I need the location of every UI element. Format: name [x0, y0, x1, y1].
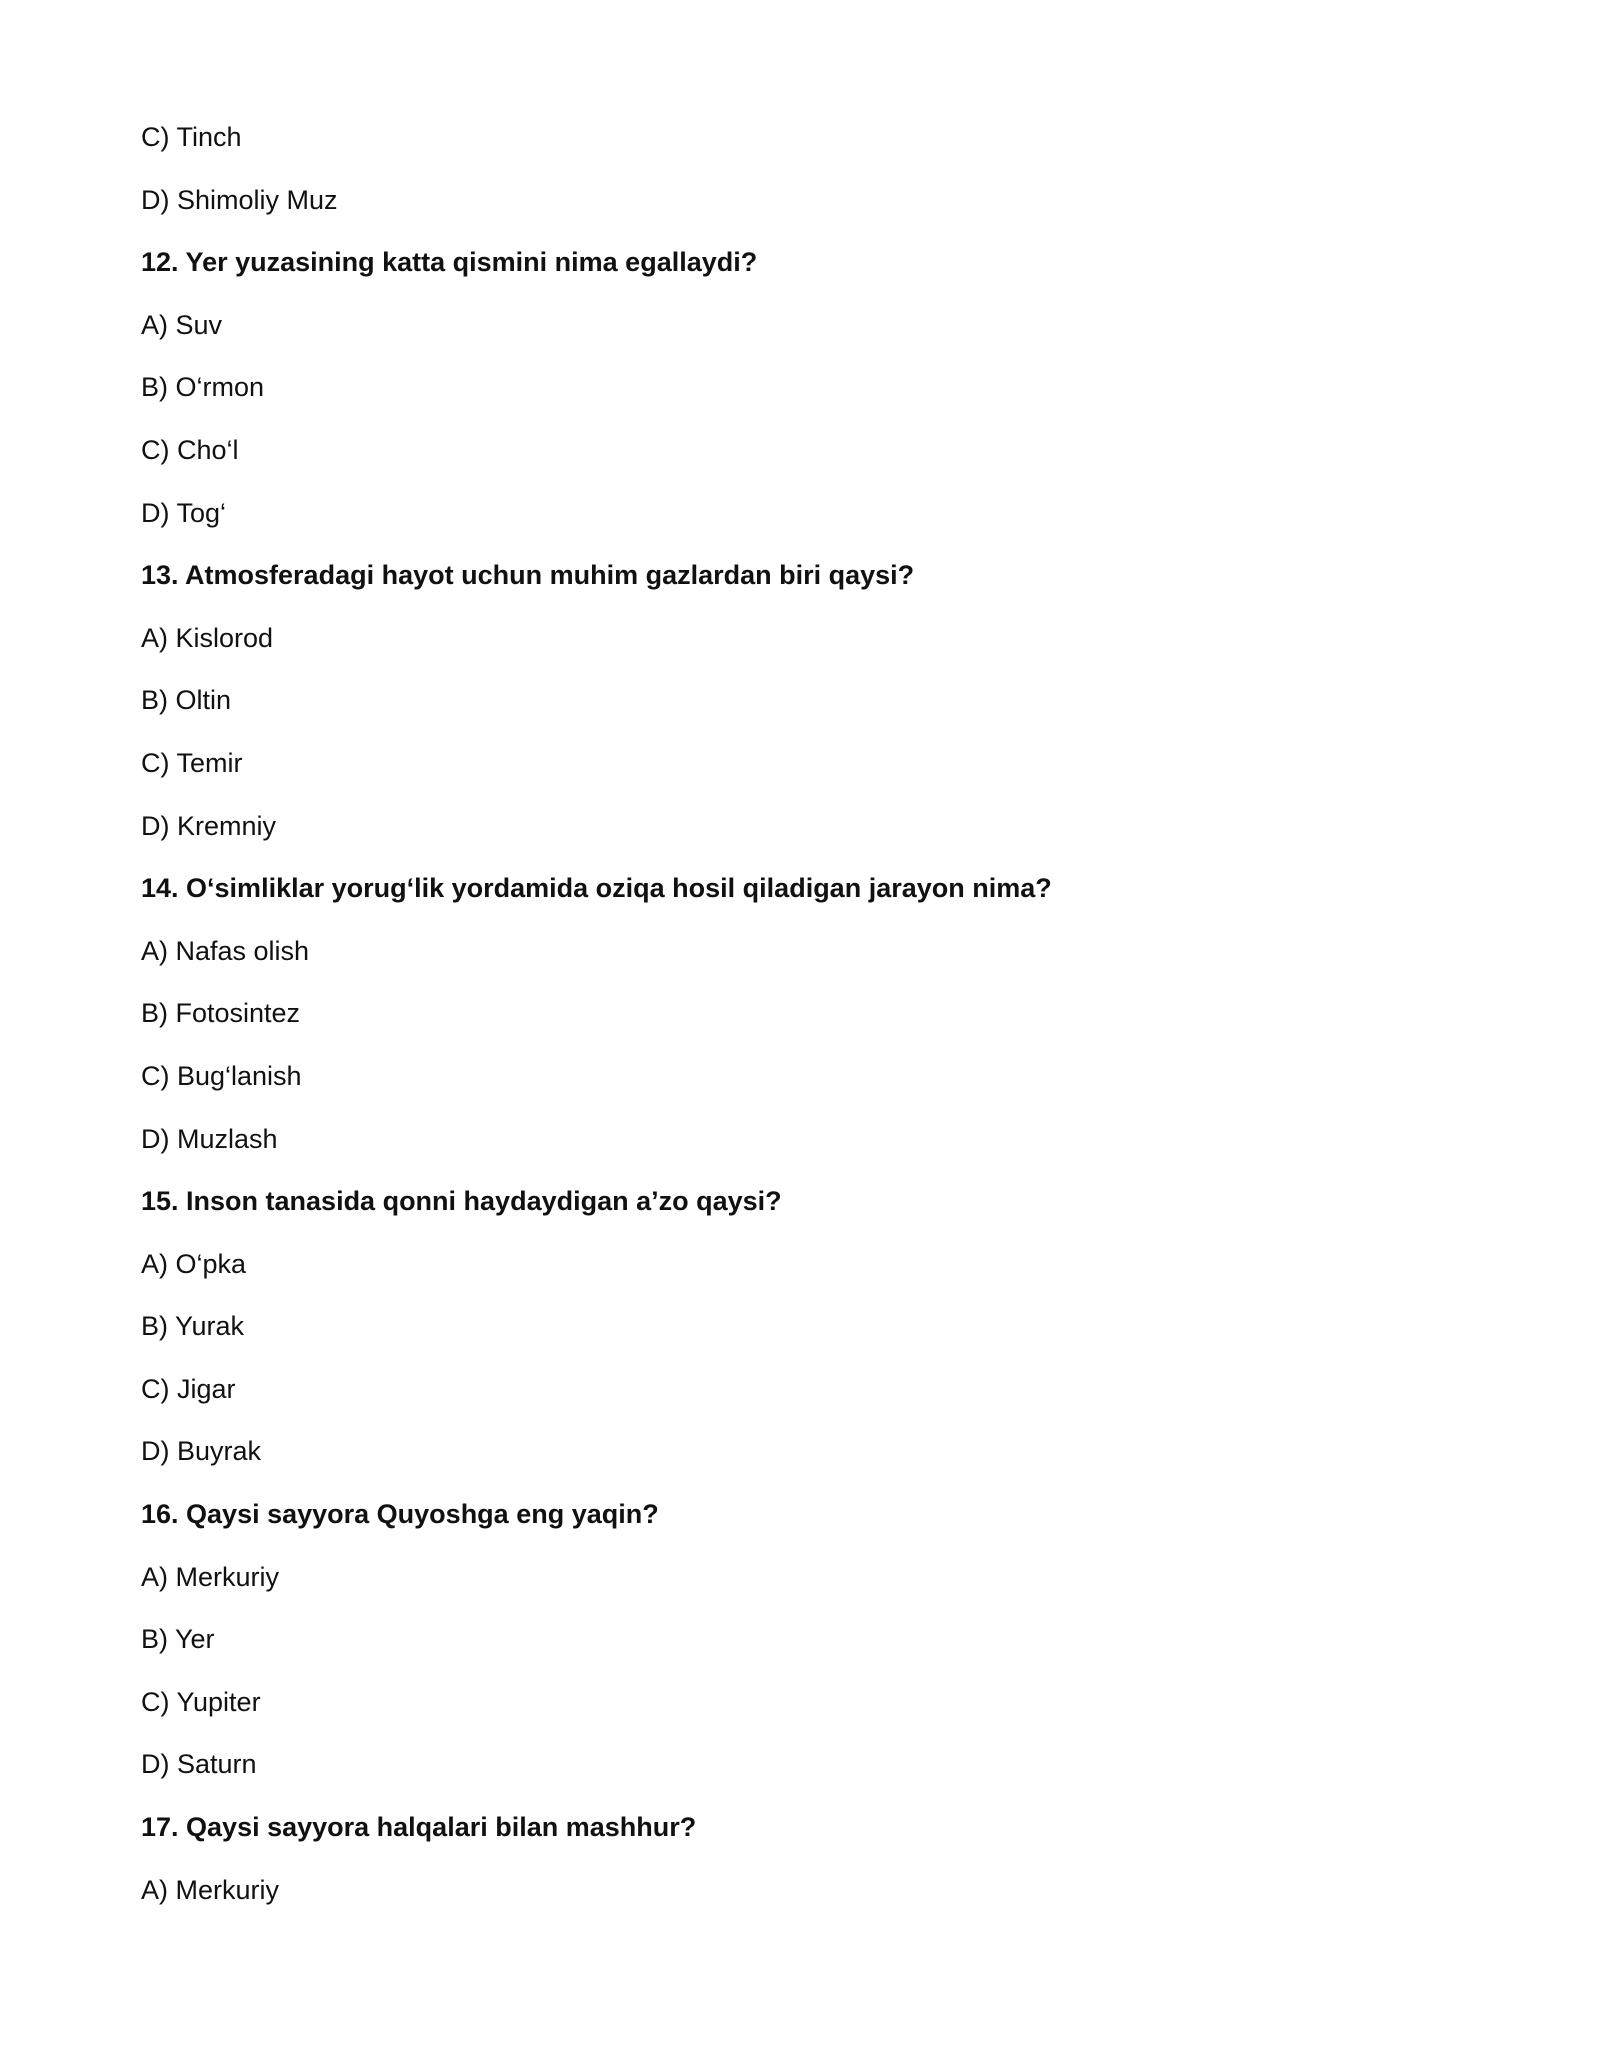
option-line: A) O‘pka — [141, 1248, 247, 1279]
option-line: D) Buyrak — [141, 1436, 262, 1467]
option-line: A) Nafas olish — [141, 935, 310, 966]
question-12: 12. Yer yuzasining katta qismini nima egallaydi? — [141, 247, 758, 278]
option-line: B) Oltin — [141, 685, 232, 716]
option-line: A) Merkuriy — [141, 1874, 280, 1905]
option-line: B) O‘rmon — [141, 372, 265, 403]
option-line: C) Yupiter — [141, 1686, 261, 1717]
option-line: A) Merkuriy — [141, 1561, 280, 1592]
option-line: C) Tinch — [141, 122, 242, 152]
option-line: C) Bug‘lanish — [141, 1060, 302, 1091]
option-line: A) Suv — [141, 309, 223, 340]
question-14: 14. O‘simliklar yorug‘lik yordamida oziqa hosil qiladigan jarayon nima? — [141, 873, 1052, 904]
question-17: 17. Qaysi sayyora halqalari bilan mashhur? — [141, 1812, 697, 1843]
option-line: A) Kislorod — [141, 622, 274, 653]
option-line: D) Shimoliy Muz — [141, 184, 338, 215]
option-line: B) Yurak — [141, 1311, 245, 1342]
question-13: 13. Atmosferadagi hayot uchun muhim gazlardan biri qaysi? — [141, 560, 915, 591]
question-15: 15. Inson tanasida qonni haydaydigan a’zo qaysi? — [141, 1186, 782, 1217]
option-line: C) Jigar — [141, 1373, 236, 1404]
option-line: C) Temir — [141, 747, 243, 778]
option-line: B) Fotosintez — [141, 998, 301, 1029]
option-line: D) Tog‘ — [141, 497, 227, 528]
option-line: D) Kremniy — [141, 810, 277, 841]
option-line: C) Cho‘l — [141, 434, 239, 465]
option-line: B) Yer — [141, 1624, 215, 1655]
option-line: D) Saturn — [141, 1749, 257, 1780]
document-page — [141, 115, 1441, 1930]
option-line: D) Muzlash — [141, 1123, 278, 1154]
question-16: 16. Qaysi sayyora Quyoshga eng yaqin? — [141, 1499, 659, 1530]
